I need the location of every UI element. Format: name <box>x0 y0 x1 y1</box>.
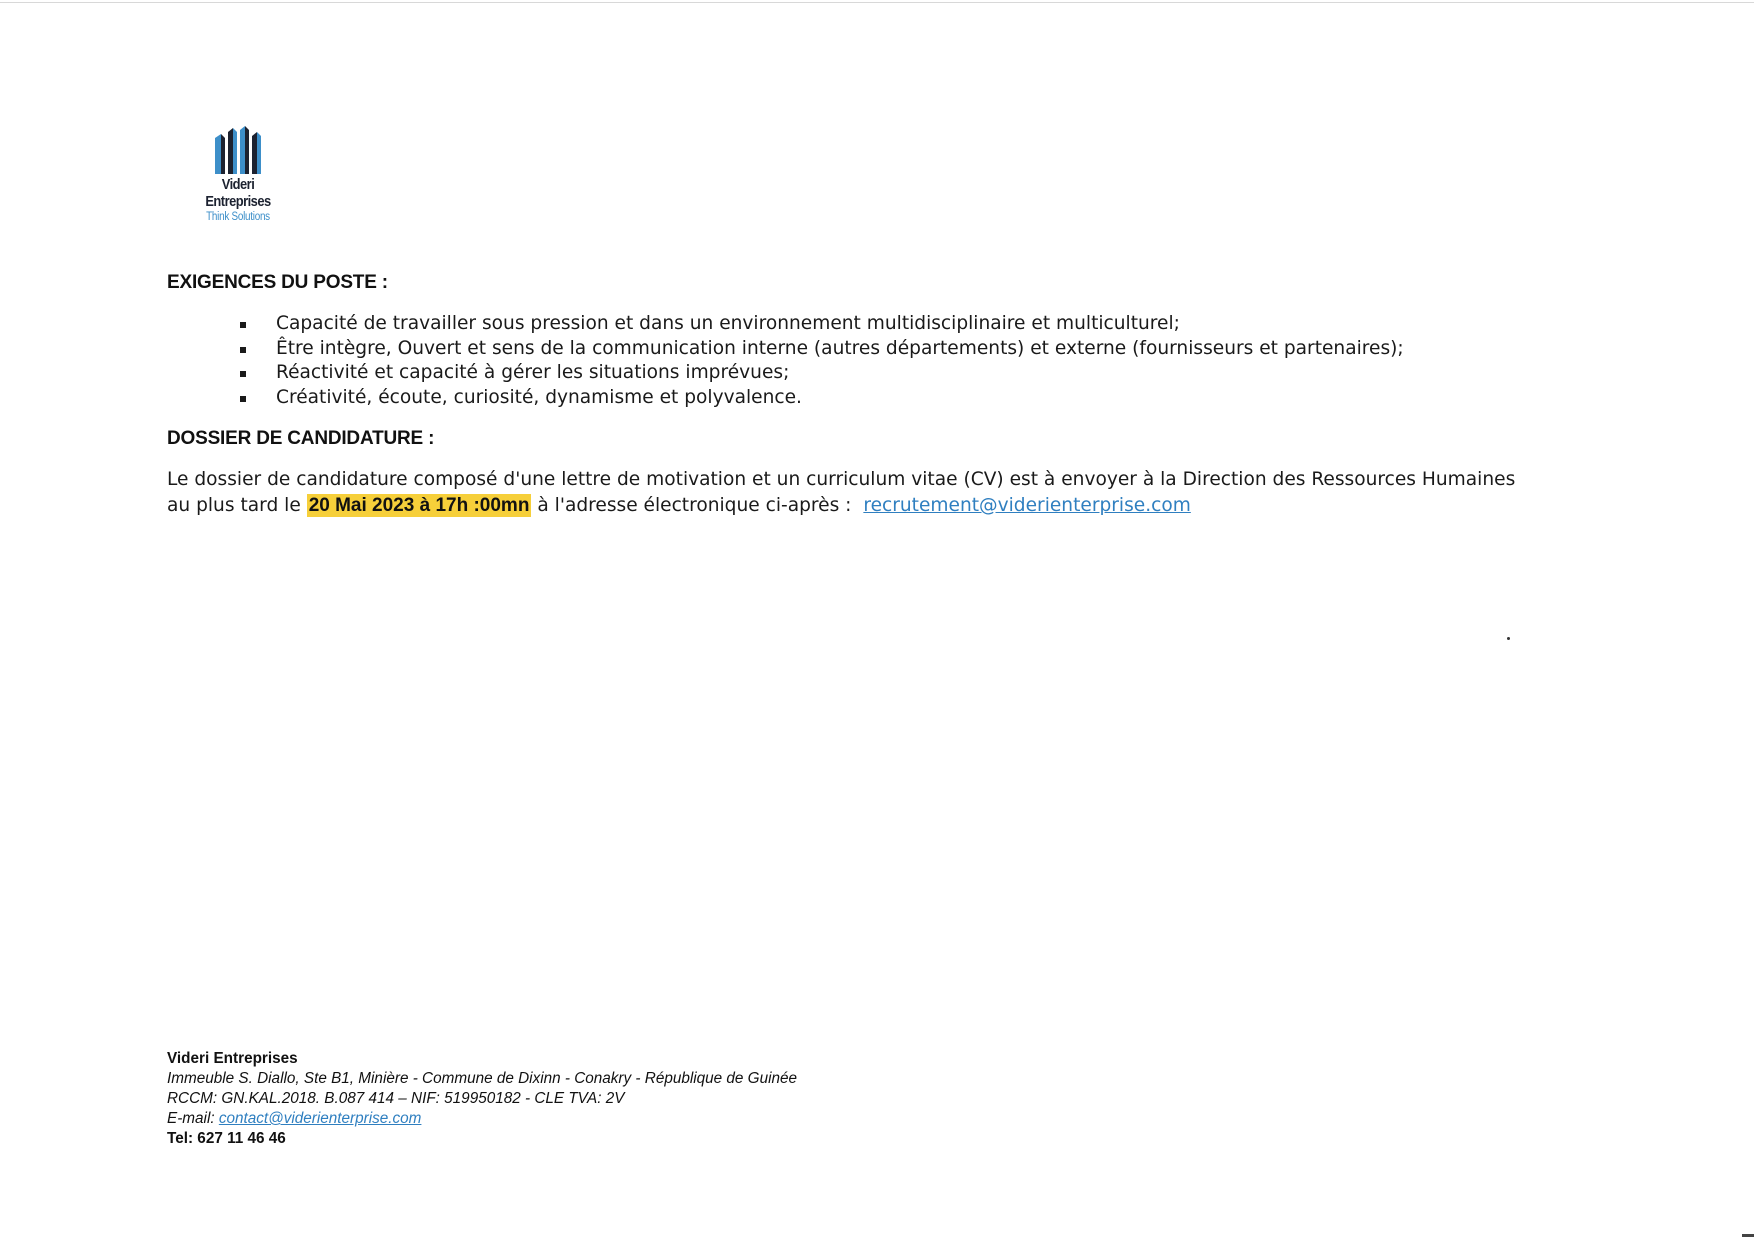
scan-corner-mark <box>1742 1234 1754 1237</box>
list-item <box>240 361 1404 386</box>
logo-company-name: Videri Entreprises <box>205 176 271 210</box>
footer-registry: RCCM: GN.KAL.2018. B.087 414 – NIF: 519950182 - CLE TVA: 2V <box>167 1090 625 1107</box>
list-item <box>240 386 1404 411</box>
footer-email-row <box>167 1109 797 1129</box>
list-item-text: Créativité, écoute, curiosité, dynamisme et polyvalence. <box>276 386 802 408</box>
footer-company: Videri Entreprises <box>167 1050 298 1067</box>
square-bullet-icon <box>240 371 246 377</box>
square-bullet-icon <box>240 322 246 328</box>
deadline-highlight: 20 Mai 2023 à 17h :00mn <box>308 495 530 516</box>
recruitment-email-link[interactable]: recrutement@viderienterprise.com <box>863 495 1191 516</box>
building-logo-icon <box>212 126 264 174</box>
list-item-text: Réactivité et capacité à gérer les situations imprévues; <box>276 362 790 383</box>
list-item <box>240 312 1404 337</box>
deadline-suffix: à l'adresse électronique ci-après : <box>537 495 852 516</box>
square-bullet-icon <box>240 396 246 402</box>
application-heading: DOSSIER DE CANDIDATURE : <box>167 428 435 449</box>
footer-address: Immeuble S. Diallo, Ste B1, Minière - Commune de Dixinn - Conakry - République de Guinée <box>167 1070 798 1087</box>
list-item-text: Être intègre, Ouvert et sens de la communication interne (autres départements) et externe (fournisseurs et partenaires); <box>276 337 1404 359</box>
requirements-list <box>240 312 1404 410</box>
footer-email-label: E-mail: <box>167 1110 215 1127</box>
application-paragraph <box>167 467 1607 519</box>
footer-tel: Tel: 627 11 46 46 <box>167 1130 286 1147</box>
stray-dot <box>1507 637 1510 640</box>
page-top-edge <box>0 2 1754 3</box>
footer-email-link[interactable]: contact@viderienterprise.com <box>218 1110 422 1127</box>
company-logo <box>180 126 296 223</box>
square-bullet-icon <box>240 347 246 353</box>
list-item-text: Capacité de travailler sous pression et dans un environnement multidisciplinaire et multiculturel; <box>276 313 1180 334</box>
application-line-2 <box>167 493 1607 519</box>
application-line-1: Le dossier de candidature composé d'une lettre de motivation et un curriculum vitae (CV) est à envoyer à la Direction des Ressources Humaines <box>167 469 1516 490</box>
footer <box>167 1049 797 1149</box>
logo-tagline: Think Solutions <box>206 211 270 223</box>
requirements-heading: EXIGENCES DU POSTE : <box>167 272 388 293</box>
deadline-prefix: au plus tard le <box>167 495 301 516</box>
list-item <box>240 337 1404 362</box>
